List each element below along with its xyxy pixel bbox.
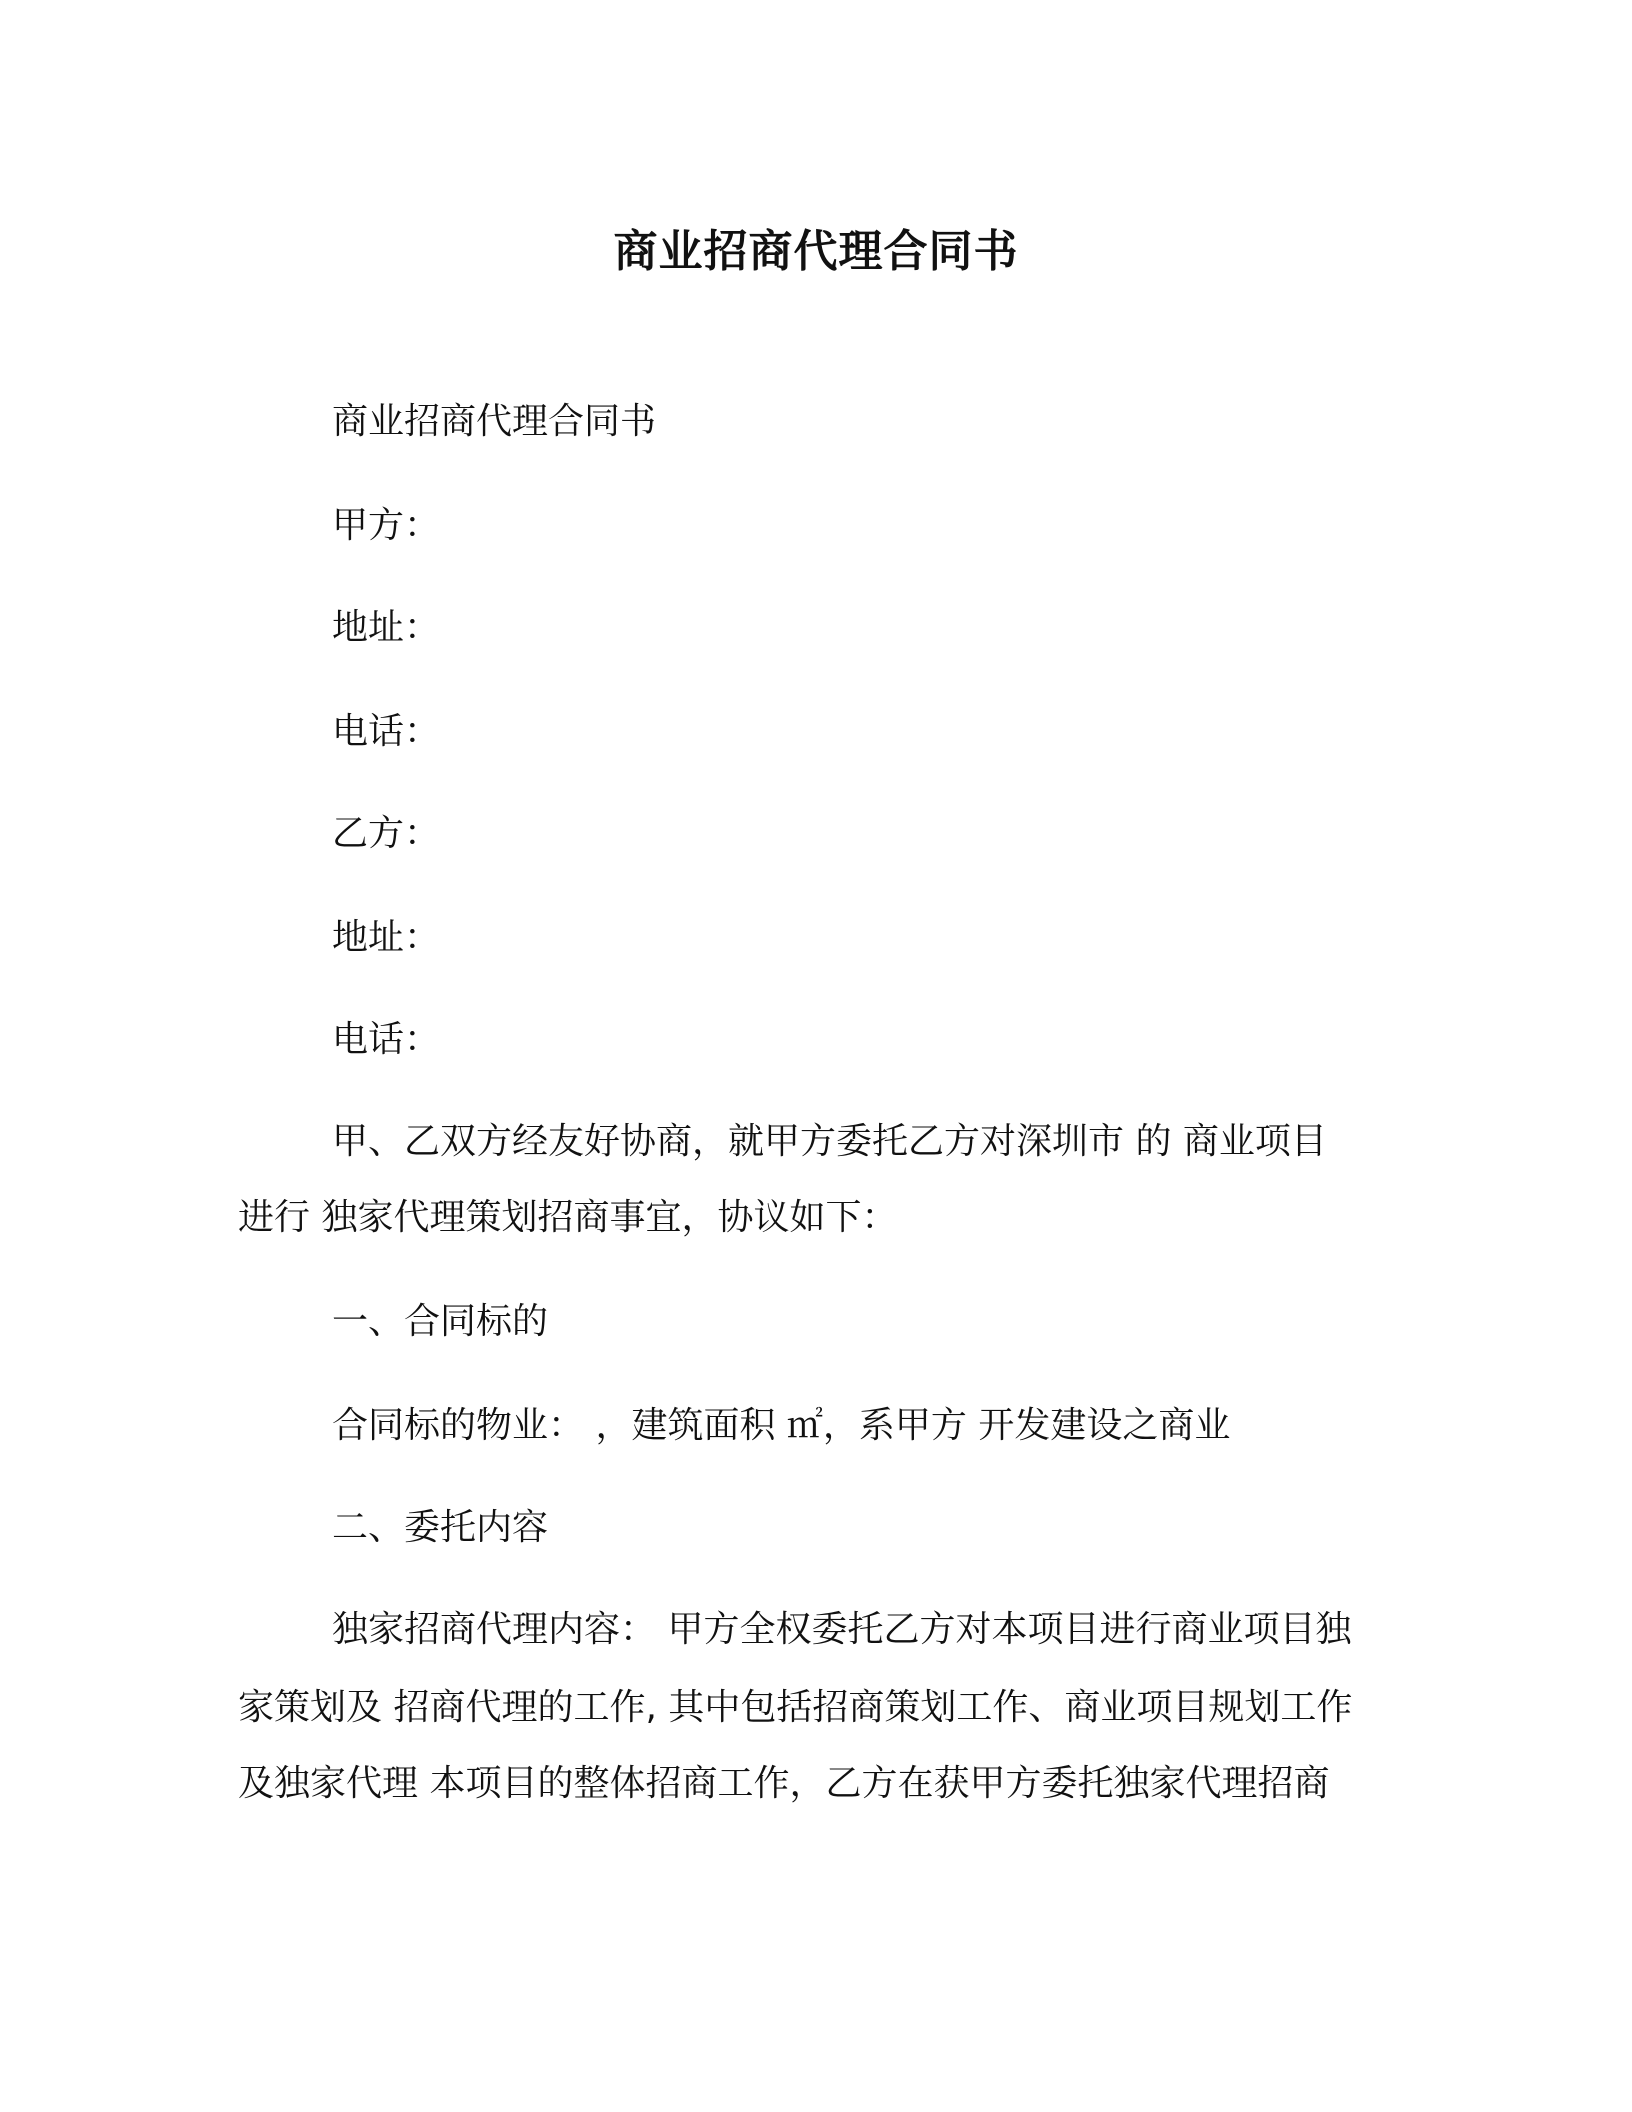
content-paragraph-line-2: 家策划及 招商代理的工作, 其中包括招商策划工作、商业项目规划工作 (238, 1687, 1353, 1728)
party-b-phone-label: 电话： (332, 1019, 441, 1060)
section-heading-subject: 一、合同标的 (332, 1301, 549, 1342)
party-a-phone-label: 电话： (332, 711, 441, 752)
party-b-label: 乙方： (332, 813, 441, 854)
content-paragraph-line-3: 及独家代理 本项目的整体招商工作，乙方在获甲方委托独家代理招商 (238, 1763, 1330, 1804)
document-title: 商业招商代理合同书 (613, 226, 1019, 277)
party-a-address-label: 地址： (332, 607, 441, 648)
intro-paragraph-line-2: 进行 独家代理策划招商事宜，协议如下： (238, 1197, 898, 1238)
body-heading: 商业招商代理合同书 (332, 401, 657, 442)
party-a-label: 甲方： (332, 505, 441, 546)
subject-property-line: 合同标的物业： ，建筑面积 ㎡，系甲方 开发建设之商业 (332, 1405, 1231, 1446)
content-paragraph-line-1: 独家招商代理内容： 甲方全权委托乙方对本项目进行商业项目独 (332, 1609, 1352, 1650)
party-b-address-label: 地址： (332, 917, 441, 958)
intro-paragraph-line-1: 甲、乙双方经友好协商，就甲方委托乙方对深圳市 的 商业项目 (332, 1121, 1327, 1162)
section-heading-content: 二、委托内容 (332, 1507, 549, 1548)
